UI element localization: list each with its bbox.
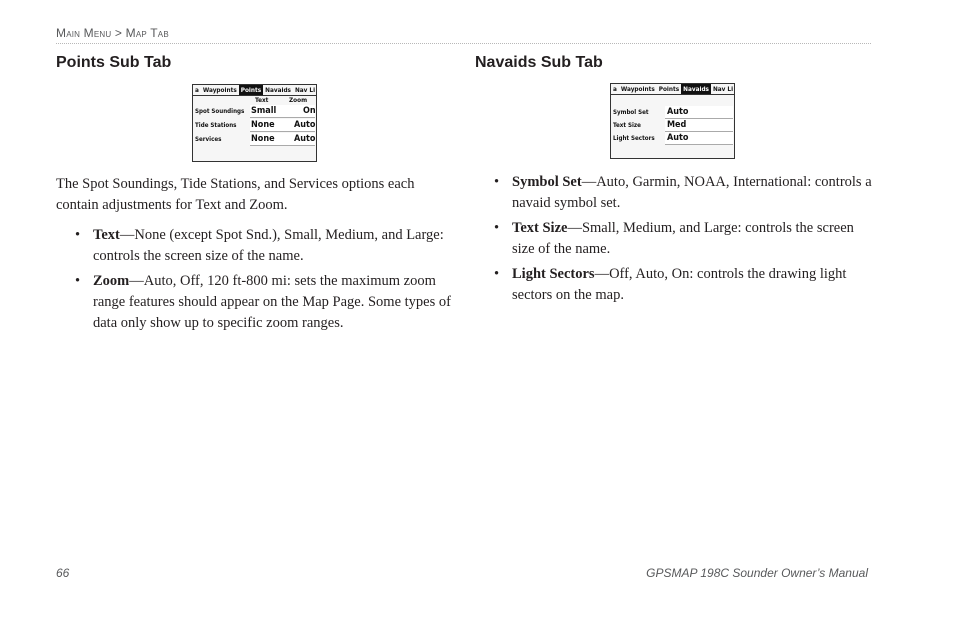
screen-tab-active: Points [240,86,262,94]
page-number: 66 [56,566,70,580]
screen-row [193,105,316,119]
bullet-desc: —Auto, Off, 120 ft-800 mi: sets the maximum zoom range features should appear on the Map Page. Some types of data only show up to specific zoom ranges. [93,273,451,331]
navaids-heading: Navaids Sub Tab [475,54,603,71]
bullet-desc: —Off, Auto, On: controls the drawing light sectors on the map. [512,266,847,303]
list-item: • Symbol Set—Auto, Garmin, NOAA, International: controls a navaid symbol set. [494,174,872,211]
screen-tab: Nav Li [294,86,316,94]
screen-row [611,106,734,120]
bullet-term: Zoom [93,273,130,289]
screen-row-value: Med [667,120,687,130]
screen-row-label: Services [195,136,222,143]
points-screen-image [192,84,317,162]
screen-tab: Nav Li [712,85,734,93]
screen-row-label: Light Sectors [613,135,655,142]
screen-row-label: Text Size [613,122,641,129]
list-item: • Text—None (except Spot Snd.), Small, Medium, and Large: controls the screen size of the name. [75,227,444,264]
bullet-term: Text Size [512,220,568,236]
screen-tab-bar [193,85,316,96]
screen-tab: a [613,85,617,93]
breadcrumb [56,26,169,40]
bullet-term: Text [93,227,120,243]
breadcrumb-sub: Map Tab [125,26,169,40]
screen-row-text: None [251,134,275,144]
screen-row-text: None [251,120,275,130]
list-item: • Text Size—Small, Medium, and Large: controls the screen size of the name. [494,220,854,257]
points-bullet-list [56,225,451,338]
screen-col-header: Zoom [289,96,308,104]
bullet-desc: —Small, Medium, and Large: controls the screen size of the name. [512,220,854,257]
screen-row-zoom: Auto [294,134,316,144]
navaids-bullet-list [475,172,875,310]
points-section [56,52,451,331]
screen-tab: Waypoints [202,86,237,94]
screen-tab-bar [611,84,734,95]
screen-row-label: Symbol Set [613,109,649,116]
manual-title: GPSMAP 198C Sounder Owner’s Manual [646,566,868,580]
bullet-term: Light Sectors [512,266,595,282]
screen-row-zoom: Auto [294,120,316,130]
list-item: • Light Sectors—Off, Auto, On: controls the drawing light sectors on the map. [494,266,847,303]
header-divider [56,43,871,44]
screen-tab: Navaids [265,86,291,94]
screen-row-text: Small [251,106,277,116]
screen-row-label: Spot Soundings [195,108,245,115]
screen-row-zoom: On [303,106,316,116]
screen-row-value: Auto [667,133,689,143]
screen-col-header: Text [255,96,269,104]
navaids-screen-image [610,83,735,159]
points-heading: Points Sub Tab [56,54,172,71]
breadcrumb-separator: > [114,26,123,40]
bullet-desc: —Auto, Garmin, NOAA, International: controls a navaid symbol set. [512,174,872,211]
screen-row [611,119,734,133]
breadcrumb-main: Main Menu [56,26,112,40]
navaids-section [475,52,875,303]
screen-row [193,133,316,147]
screen-tab: a [195,86,199,94]
screen-row [611,132,734,146]
screen-tab: Points [658,85,680,93]
screen-row-label: Tide Stations [195,122,237,129]
points-intro: The Spot Soundings, Tide Stations, and Services options each contain adjustments for Text and Zoom. [56,176,415,213]
bullet-desc: —None (except Spot Snd.), Small, Medium, and Large: controls the screen size of the name. [93,227,444,264]
screen-row [193,119,316,133]
screen-tab-active: Navaids [683,85,709,93]
bullet-term: Symbol Set [512,174,582,190]
list-item: • Zoom—Auto, Off, 120 ft-800 mi: sets the maximum zoom range features should appear on the Map Page. Some types of data only show up to specific zoom ranges. [75,273,451,331]
screen-row-value: Auto [667,107,689,117]
screen-tab: Waypoints [620,85,655,93]
